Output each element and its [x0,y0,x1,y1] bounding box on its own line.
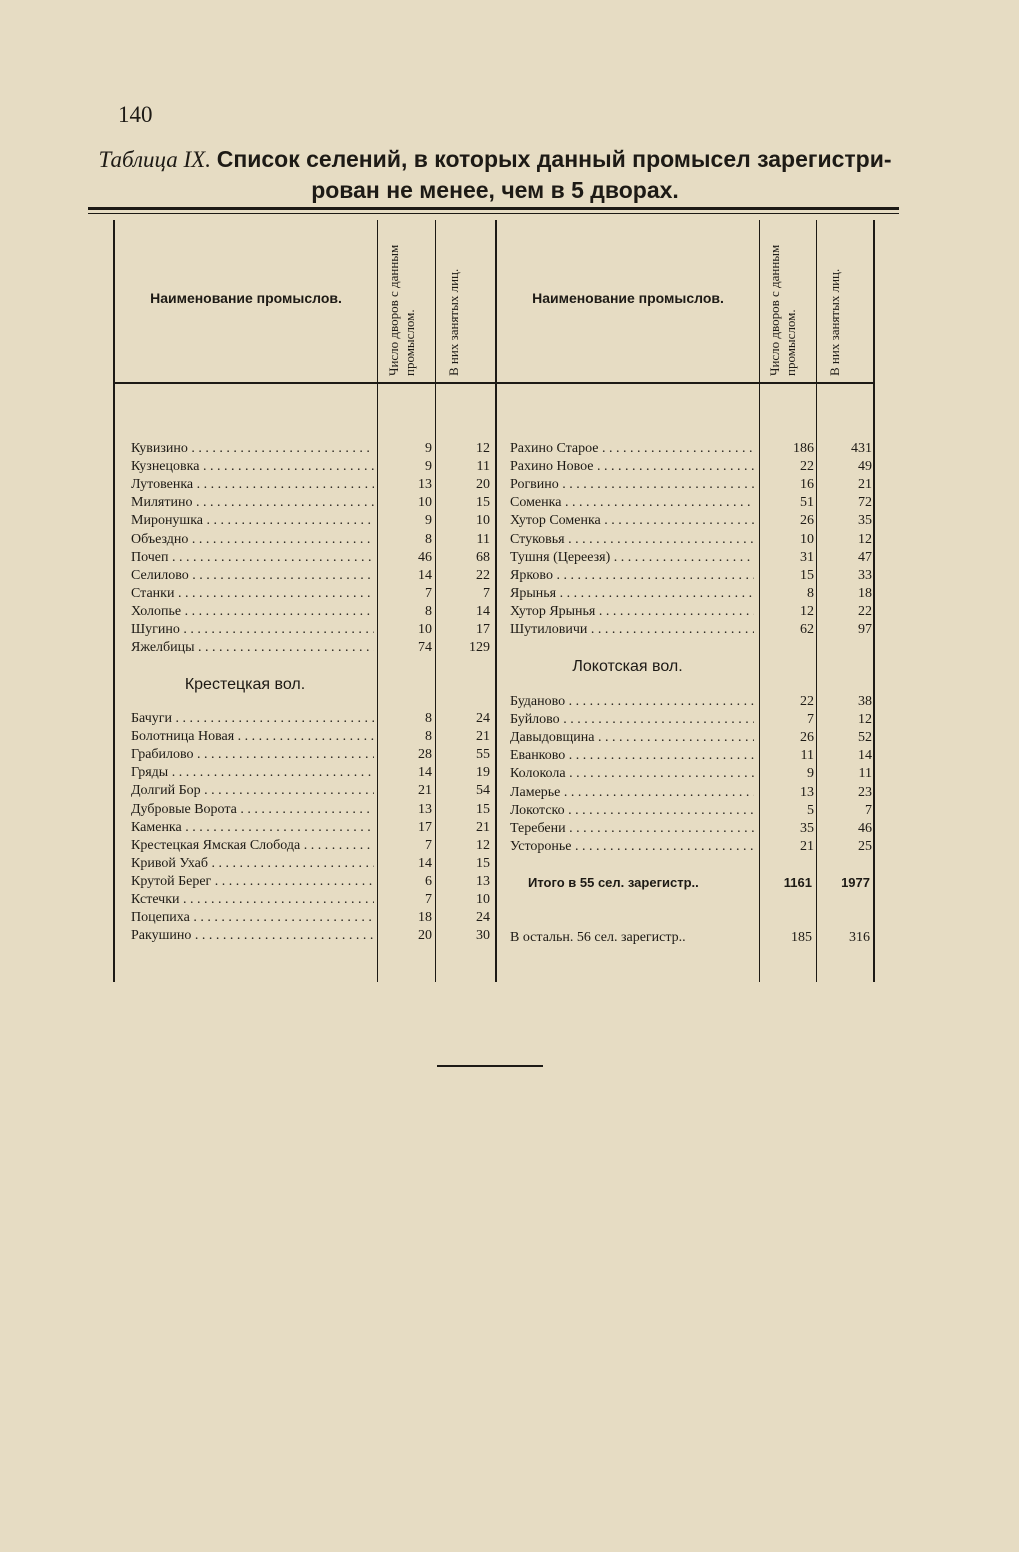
row-households: 9 [425,459,432,474]
row-households: 17 [418,820,432,835]
row-households: 35 [800,821,814,836]
top-rule-thick [88,207,899,210]
row-households: 8 [425,604,432,619]
caption-text-line1: Список селений, в которых данный промысел зарегистри- [216,146,892,172]
row-persons: 12 [476,441,490,456]
row-name: Ярково . . . [510,567,754,585]
row-households: 6 [425,874,432,889]
row-households: 8 [425,729,432,744]
row-households: 8 [425,532,432,547]
end-rule [437,1065,543,1067]
table-divider-center [495,220,497,982]
row-persons: 20 [476,477,490,492]
row-name: Шутиловичи . . . [510,621,754,639]
row-persons: 14 [476,604,490,619]
row-households: 7 [425,892,432,907]
row-persons: 21 [476,729,490,744]
row-persons: 15 [476,802,490,817]
total-label: Итого в 55 сел. зарегистр.. [528,875,699,890]
row-name: Милятино . . . [131,494,374,512]
row-persons: 30 [476,928,490,943]
row-persons: 11 [476,532,490,547]
row-name: Рахино Новое . . . [510,458,754,476]
row-persons: 10 [476,513,490,528]
row-households: 7 [807,712,814,727]
row-name: Поцепиха . . . [131,909,374,927]
table-border-right [873,220,875,982]
row-name: Локотско . . . [510,802,754,820]
row-name: Долгий Бор . . . [131,782,374,800]
row-name: Усторонье . . . [510,838,754,856]
row-households: 74 [418,640,432,655]
row-name: Грабилово . . . [131,746,374,764]
row-persons: 23 [858,785,872,800]
row-name: Холопье . . . [131,603,374,621]
row-name: Болотница Новая . . . [131,728,374,746]
row-persons: 22 [476,568,490,583]
row-households: 7 [425,838,432,853]
row-households: 16 [800,477,814,492]
row-name: Рогвино . . . [510,476,754,494]
row-persons: 47 [858,550,872,565]
row-persons: 21 [858,477,872,492]
row-name: Соменка . . . [510,494,754,512]
row-persons: 24 [476,711,490,726]
row-households: 186 [793,441,814,456]
row-name: Шугино . . . [131,621,374,639]
row-households: 10 [800,532,814,547]
row-persons: 55 [476,747,490,762]
row-persons: 7 [865,803,872,818]
row-name: Кувизино . . . [131,440,374,458]
row-persons: 97 [858,622,872,637]
rest-label: В остальн. 56 сел. зарегистр.. [510,930,686,945]
row-households: 31 [800,550,814,565]
row-persons: 13 [476,874,490,889]
row-name: Рахино Старое . . . [510,440,754,458]
row-households: 8 [425,711,432,726]
row-persons: 129 [469,640,490,655]
header-name-left: Наименование промыслов. [150,290,342,306]
row-households: 26 [800,513,814,528]
header-rule [115,382,873,384]
row-persons: 431 [851,441,872,456]
row-households: 21 [800,839,814,854]
row-name: Крестецкая Ямская Слобода . . . [131,837,374,855]
row-households: 9 [807,766,814,781]
row-persons: 21 [476,820,490,835]
row-name: Буданово . . . [510,693,754,711]
row-name: Теребени . . . [510,820,754,838]
row-households: 9 [425,441,432,456]
row-households: 10 [418,495,432,510]
row-name: Тушня (Цереезя) . . . [510,549,754,567]
row-name: Хутор Соменка . . . [510,512,754,530]
row-households: 21 [418,783,432,798]
row-households: 9 [425,513,432,528]
row-persons: 12 [476,838,490,853]
row-persons: 25 [858,839,872,854]
row-name: Яжелбицы . . . [131,639,374,657]
row-households: 13 [418,477,432,492]
row-persons: 7 [483,586,490,601]
row-persons: 68 [476,550,490,565]
row-persons: 17 [476,622,490,637]
total-persons: 1977 [841,875,870,890]
table-divider [435,220,436,982]
table-divider [816,220,817,982]
row-households: 18 [418,910,432,925]
row-households: 7 [425,586,432,601]
row-households: 14 [418,765,432,780]
caption-label: Таблица IX. [98,147,211,172]
row-name: Объездно . . . [131,531,374,549]
section-krestetskaya: Крестецкая вол. [184,676,306,693]
row-households: 46 [418,550,432,565]
row-households: 14 [418,856,432,871]
row-persons: 33 [858,568,872,583]
row-persons: 14 [858,748,872,763]
row-name: Крутой Берег . . . [131,873,374,891]
row-households: 8 [807,586,814,601]
row-households: 26 [800,730,814,745]
row-name: Кстечки . . . [131,891,374,909]
header-persons-left: В них занятых лиц. [446,268,461,376]
row-households: 22 [800,694,814,709]
row-name: Буйлово . . . [510,711,754,729]
table-divider [377,220,378,982]
row-name: Кривой Ухаб . . . [131,855,374,873]
row-name: Каменка . . . [131,819,374,837]
row-name: Станки . . . [131,585,374,603]
row-persons: 22 [858,604,872,619]
row-persons: 72 [858,495,872,510]
rest-households: 185 [791,930,812,945]
row-households: 5 [807,803,814,818]
row-households: 28 [418,747,432,762]
row-persons: 12 [858,712,872,727]
row-name: Лутовенка . . . [131,476,374,494]
row-persons: 24 [476,910,490,925]
row-name: Ярынья . . . [510,585,754,603]
row-persons: 15 [476,495,490,510]
row-name: Гряды . . . [131,764,374,782]
row-name: Ракушино . . . [131,927,374,945]
row-households: 13 [418,802,432,817]
row-households: 14 [418,568,432,583]
section-lokotskaya: Локотская вол. [572,658,683,675]
row-persons: 52 [858,730,872,745]
row-households: 20 [418,928,432,943]
row-name: Еванково . . . [510,747,754,765]
table-divider [759,220,760,982]
caption-text-line2: рован не менее, чем в 5 дворах. [311,177,679,203]
row-persons: 46 [858,821,872,836]
row-name: Почеп . . . [131,549,374,567]
row-households: 22 [800,459,814,474]
row-name: Селилово . . . [131,567,374,585]
row-name: Давыдовщина . . . [510,729,754,747]
header-households-left: Число дворов с данным промыслом. [386,244,417,376]
row-households: 12 [800,604,814,619]
row-persons: 35 [858,513,872,528]
row-name: Хутор Ярынья . . . [510,603,754,621]
row-name: Колокола . . . [510,765,754,783]
row-name: Дубровые Ворота . . . [131,801,374,819]
table-border-left [113,220,115,982]
total-households: 1161 [783,875,812,890]
row-name: Кузнецовка . . . [131,458,374,476]
row-households: 15 [800,568,814,583]
rest-persons: 316 [849,930,870,945]
row-name: Миронушка . . . [131,512,374,530]
header-name-right: Наименование промыслов. [532,290,724,306]
row-households: 62 [800,622,814,637]
row-persons: 12 [858,532,872,547]
row-persons: 18 [858,586,872,601]
row-persons: 49 [858,459,872,474]
row-persons: 38 [858,694,872,709]
top-rule-thin [88,213,899,214]
row-households: 11 [800,748,814,763]
row-persons: 10 [476,892,490,907]
table-caption [90,144,900,206]
row-households: 10 [418,622,432,637]
row-name: Бачуги . . . [131,710,374,728]
row-households: 51 [800,495,814,510]
header-households-right: Число дворов с данным промыслом. [767,244,798,376]
row-name: Ламерье . . . [510,784,754,802]
row-persons: 15 [476,856,490,871]
row-name: Стуковья . . . [510,531,754,549]
row-households: 13 [800,785,814,800]
row-persons: 54 [476,783,490,798]
row-persons: 19 [476,765,490,780]
row-persons: 11 [858,766,872,781]
page-number: 140 [118,102,153,127]
row-persons: 11 [476,459,490,474]
header-persons-right: В них занятых лиц. [827,268,842,376]
